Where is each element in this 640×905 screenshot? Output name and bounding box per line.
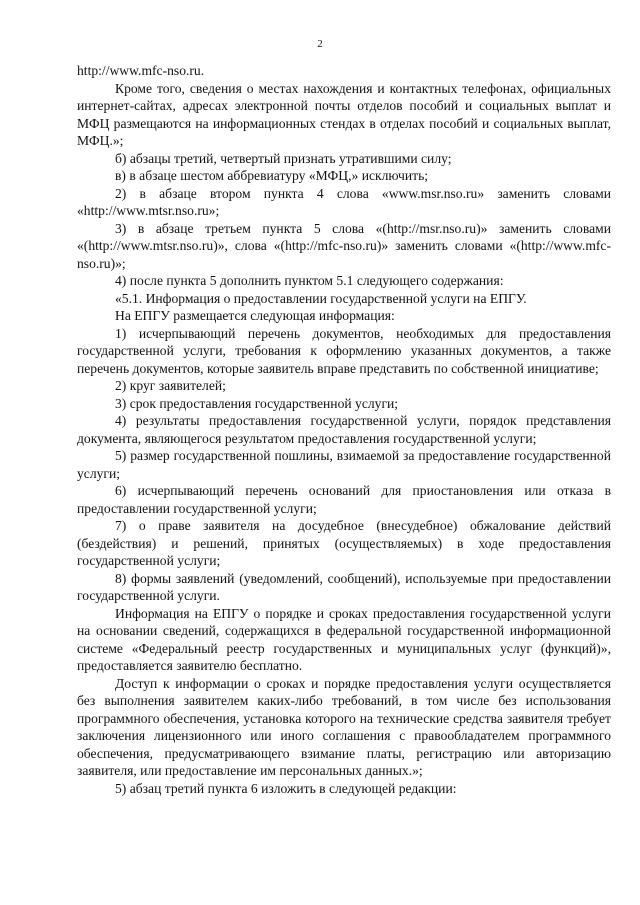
paragraph-epgu-intro: На ЕПГУ размещается следующая информация: xyxy=(115,308,395,323)
list-item-8: 8) формы заявлений (уведомлений, сообщений), используемые при предоставлении государственной услуги. xyxy=(77,570,611,603)
paragraph-item-v: в) в абзаце шестом аббревиатуру «МФЦ,» исключить; xyxy=(115,168,429,183)
paragraph-url: http://www.mfc-nso.ru. xyxy=(77,63,205,78)
paragraph-contacts-info: Кроме того, сведения о местах нахождения и контактных телефонах, официальных интернет-сайтах, адресах электронной почты отделов пособий и социальных выплат и МФЦ размещаются на информационных стендах в отделах пособий и социальных выплат, МФЦ.»; xyxy=(77,80,611,148)
paragraph-item-2: 2) в абзаце втором пункта 4 слова «www.msr.nso.ru» заменить словами «http://www.mtsr.nso.ru»; xyxy=(77,185,611,218)
list-item-7: 7) о праве заявителя на досудебное (внесудебное) обжалование действий (бездействия) и решений, принятых (осуществляемых) в ходе предоставления государственной услуги; xyxy=(77,518,611,568)
list-item-3: 3) срок предоставления государственной услуги; xyxy=(115,395,399,411)
list-item-5: 5) размер государственной пошлины, взимаемой за предоставление государственной услуги; xyxy=(77,448,611,481)
list-item-2: 2) круг заявителей; xyxy=(115,378,226,393)
list-item-4: 4) результаты предоставления государственной услуги, порядок представления документа, являющегося результатом предоставления государственной услуги; xyxy=(77,413,611,446)
document-body xyxy=(77,62,611,797)
paragraph-item-3: 3) в абзаце третьем пункта 5 слова «(http://msr.nso.ru)» заменить словами «(http://www.mtsr.nso.ru)», слова «(http://mfc-nso.ru)» заменить словами «(http://www.mfc-nso.ru)»; xyxy=(77,220,611,271)
paragraph-item-4: 4) после пункта 5 дополнить пунктом 5.1 следующего содержания: xyxy=(115,273,504,288)
paragraph-epgu-free-info: Информация на ЕПГУ о порядке и сроках предоставления государственной услуги на основании сведений, содержащихся в федеральной государственной информационной системе «Федеральный реестр государственных и муниципальных услуг (функций)», предоставляется заявителю бесплатно. xyxy=(77,605,611,673)
page-number: 2 xyxy=(317,38,323,50)
paragraph-access-info: Доступ к информации о сроках и порядке предоставления услуги осуществляется без выполнения заявителем каких-либо требований, в том числе без использования программного обеспечения, установка которого на технические средства заявителя требует заключения лицензионного или иного соглашения с правообладателем программного обеспечения, предусматривающего взимание платы, регистрацию или авторизацию заявителя, или предоставление им персональных данных.»; xyxy=(77,675,611,778)
list-item-1: 1) исчерпывающий перечень документов, необходимых для предоставления государственной услуги, требования к оформлению указанных документов, а также перечень документов, которые заявитель вправе представить по собственной инициативе; xyxy=(77,325,611,376)
paragraph-item-5: 5) абзац третий пункта 6 изложить в следующей редакции: xyxy=(115,780,457,796)
paragraph-section-5-1-title: «5.1. Информация о предоставлении государственной услуги на ЕПГУ. xyxy=(115,290,527,306)
list-item-6: 6) исчерпывающий перечень оснований для приостановления или отказа в предоставлении государственной услуги; xyxy=(77,483,611,516)
paragraph-item-b: б) абзацы третий, четвертый признать утратившими силу; xyxy=(115,150,452,166)
